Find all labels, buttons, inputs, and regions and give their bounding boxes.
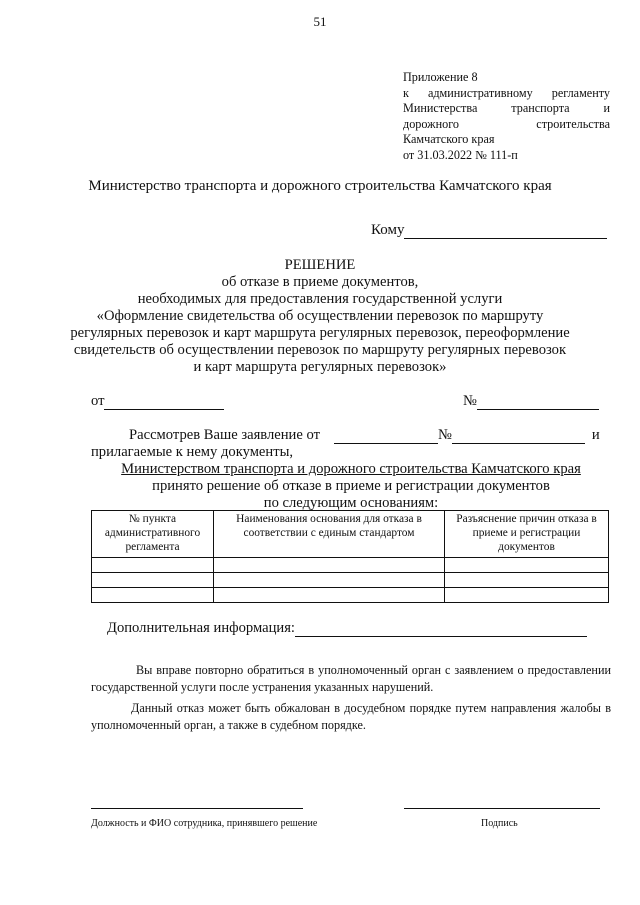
refusal-reasons-table [91, 510, 609, 603]
table-cell[interactable] [92, 573, 214, 588]
decision-title-block [0, 257, 640, 376]
signature-caption: Подпись [481, 818, 518, 829]
decision-subtitle-line: и карт маршрута регулярных перевозок» [193, 359, 447, 375]
additional-info-field[interactable] [295, 622, 587, 637]
application-text: Рассмотрев Ваше заявление от [129, 427, 320, 443]
decision-subtitle-line: «Оформление свидетельства об осуществлении перевозок по маршруту [96, 308, 544, 324]
table-cell[interactable] [92, 588, 214, 603]
recipient-row [371, 222, 607, 239]
decision-subtitle-line: свидетельств об осуществлении перевозок по маршруту регулярных перевозок [73, 342, 567, 358]
decision-heading: РЕШЕНИЕ [284, 257, 356, 273]
appendix-date-number: от 31.03.2022 № 111-п [403, 147, 518, 162]
decision-subtitle-line: об отказе в приеме документов, [221, 274, 419, 290]
appendix-ministry-line: Министерства транспорта и [403, 101, 610, 115]
appeal-notice: Данный отказ может быть обжалован в досудебном порядке путем направления жалобы в уполномоченный орган, а также в судебном порядке. [91, 701, 611, 732]
table-row [92, 588, 609, 603]
appendix-title: Приложение 8 [403, 70, 478, 84]
recipient-field[interactable] [404, 224, 607, 239]
table-header-row [92, 511, 609, 558]
table-cell[interactable] [214, 573, 445, 588]
appendix-block [403, 70, 610, 163]
date-label: от [91, 393, 105, 409]
application-number-field[interactable] [452, 429, 585, 444]
page-number: 51 [313, 14, 327, 29]
date-row [91, 393, 224, 410]
decision-basis-block [91, 461, 611, 512]
attached-documents-text: прилагаемые к нему документы, [91, 444, 294, 460]
and-text: и [591, 427, 600, 443]
table-cell[interactable] [445, 588, 609, 603]
date-field[interactable] [104, 395, 224, 410]
table-cell[interactable] [214, 588, 445, 603]
deciding-ministry: Министерством транспорта и дорожного строительства Камчатского края [121, 461, 581, 477]
official-caption: Должность и ФИО сотрудника, принявшего решение [91, 818, 318, 829]
application-date-field[interactable] [334, 429, 438, 444]
additional-info-row [107, 620, 587, 637]
column-header-refusal-basis: Наименования основания для отказа в соответствии с единым стандартом [214, 511, 445, 558]
table-cell[interactable] [445, 558, 609, 573]
number-field[interactable] [477, 395, 599, 410]
table-row [92, 573, 609, 588]
appendix-region-line: Камчатского края [403, 132, 495, 146]
decision-subtitle-line: необходимых для предоставления государственной услуги [137, 291, 503, 307]
table-row [92, 558, 609, 573]
appendix-road-line: дорожного строительства [403, 116, 610, 131]
ministry-title: Министерство транспорта и дорожного строительства Камчатского края [88, 178, 552, 194]
column-header-refusal-explanation: Разъяснение причин отказа в приеме и регистрации документов [445, 511, 609, 558]
table-cell[interactable] [445, 573, 609, 588]
application-number-label: № [437, 427, 452, 443]
column-header-regulation-item: № пункта административного регламента [92, 511, 214, 558]
appendix-regulation-line: к административному регламенту [403, 85, 610, 100]
table-cell[interactable] [92, 558, 214, 573]
decision-statement: принято решение об отказе в приеме и регистрации документов [152, 478, 550, 494]
table-cell[interactable] [214, 558, 445, 573]
signature-line[interactable] [404, 808, 600, 809]
additional-info-label: Дополнительная информация: [107, 620, 295, 636]
recipient-label: Кому [371, 222, 405, 238]
application-paragraph [91, 427, 611, 461]
number-label: № [463, 393, 477, 409]
decision-subtitle-line: регулярных перевозок и карт маршрута регулярных перевозок, переоформление [70, 325, 570, 341]
official-signature-line[interactable] [91, 808, 303, 809]
number-row [463, 393, 599, 410]
reapply-notice: Вы вправе повторно обратиться в уполномоченный орган с заявлением о предоставлении государственной услуги после устранения указанных нарушений. [91, 663, 611, 694]
grounds-heading: по следующим основаниям: [263, 495, 439, 511]
